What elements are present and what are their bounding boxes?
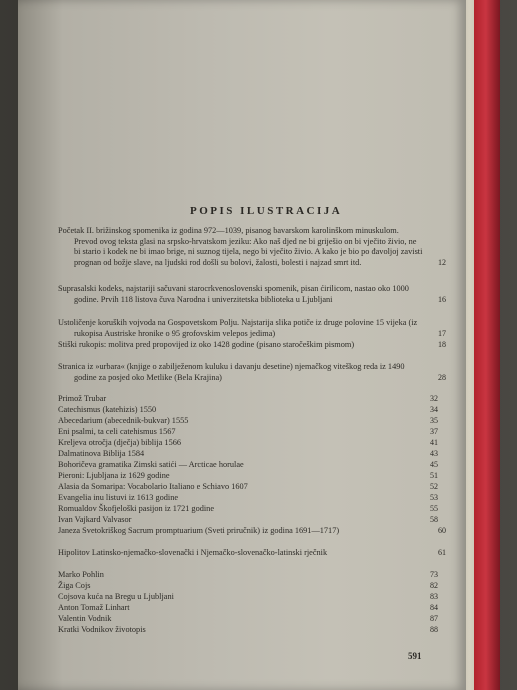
list-item: [58, 416, 438, 427]
entry-text: Ivan Vajkard Valvasor: [58, 515, 132, 524]
list-item: Hipolitov Latinsko-njemačko-slovenački i Njemačko-slovenačko-latinski rječnik 61: [58, 548, 454, 559]
entry-text: Dalmatinova Biblija 1584: [58, 449, 145, 458]
list-item: Stranica iz »urbara« (knjige o zabilježenom kuluku i davanju desetine) njemačkog viteškog reda iz 1490 godine za posjed oko Metlike (Bela Krajina) 28: [58, 362, 454, 383]
entry-page: 43: [430, 449, 438, 458]
entry-text: Alasia da Somaripa: Vocabolario Italiano e Schiavo 1607: [58, 482, 248, 491]
book-cover-red: [474, 0, 500, 690]
list-item: [58, 570, 438, 581]
list-item: [58, 449, 438, 460]
entry-text: Pieroni: Ljubljana iz 1629 godine: [58, 471, 170, 480]
entry-text: Janeza Svetokriškog Sacrum promptuarium (Sveti priručnik) iz godina 1691—1717): [58, 526, 340, 535]
page-heading: POPIS ILUSTRACIJA: [190, 205, 343, 217]
entry-page: 82: [430, 581, 438, 590]
entry-text: Hipolitov Latinsko-njemačko-slovenački i Njemačko-slovenačko-latinski rječnik: [58, 548, 328, 557]
list-item: [58, 405, 438, 416]
entry-page: 83: [430, 592, 438, 601]
list-item: [58, 471, 438, 482]
entry-text: Valentin Vodnik: [58, 614, 112, 623]
entry-page: 32: [430, 394, 438, 403]
list-item: [58, 515, 438, 526]
list-item: [58, 581, 438, 592]
entry-text: Žiga Cojs: [58, 581, 91, 590]
list-item: Stiški rukopis: molitva pred propovijed iz oko 1428 godine (pisano staročeškim pismom) 18: [58, 340, 454, 351]
entry-page: 73: [430, 570, 438, 579]
entry-text: Cojsova kuća na Bregu u Ljubljani: [58, 592, 174, 601]
entry-text: Stiški rukopis: molitva pred propovijed iz oko 1428 godine (pisano staročeškim pismom): [58, 340, 355, 349]
entry-text: Početak II. brižinskog spomenika iz godina 972—1039, pisanog bavarskom karolinškom minuskulom. Prevod ovog teksta glasi na srpsko-hrvatskom jeziku: Ako naš djed ne bi griješio on bi vječito živio, ne bi stario i kodek ne bi imao brige, ni suznog tijela, nego bi vječito živio. A kako je bio po đavoljoj zavisti prognan od božje slave, na ljudski rod došli su bolovi, žalosti, bolesti i najzad smrt itd.: [58, 226, 423, 267]
entry-text: Suprasalski kodeks, najstariji sačuvani starocrkvenoslovenski spomenik, pisan ćirilicom, nastao oko 1000 godine. Prvih 118 listova čuva Narodna i univerzitetska biblioteka u Ljubljani: [58, 284, 409, 304]
list-item: [58, 427, 438, 438]
entry-page: 34: [430, 405, 438, 414]
list-item: [58, 460, 438, 471]
entry-text: Eni psalmi, ta celi catehismus 1567: [58, 427, 176, 436]
entry-page: 52: [430, 482, 438, 491]
entry-text: Kratki Vodnikov životopis: [58, 625, 146, 634]
list-item: Janeza Svetokriškog Sacrum promptuarium (Sveti priručnik) iz godina 1691—1717) 60: [58, 526, 454, 537]
entry-page: 35: [430, 416, 438, 425]
entry-text: Krelјeva otročja (dječja) biblija 1566: [58, 438, 182, 447]
list-item: Ustoličenje koruških vojvoda na Gospovetskom Polju. Najstarija slika potiče iz druge polovine 15 vijeka (iz rukopisa Austriske hronike o 95 grofovskim velepos jedima) 17: [58, 318, 454, 339]
entry-page: 84: [430, 603, 438, 612]
list-item: [58, 482, 438, 493]
list-item: [58, 592, 438, 603]
entry-page: 58: [430, 515, 438, 524]
entry-text: Catechismus (katehizis) 1550: [58, 405, 157, 414]
entry-text: Marko Pohlin: [58, 570, 104, 579]
entry-text: Evangelia inu listuvi iz 1613 godine: [58, 493, 179, 502]
entry-text: Romualdov Škofjeloški pasijon iz 1721 godine: [58, 504, 215, 513]
list-item: [58, 493, 438, 504]
entry-text: Anton Tomaž Linhart: [58, 603, 130, 612]
list-item: [58, 603, 438, 614]
entry-text: Ustoličenje koruških vojvoda na Gospovetskom Polju. Najstarija slika potiče iz druge polovine 15 vijeka (iz rukopisa Austriske hronike o 95 grofovskim velepos jedima): [58, 318, 418, 338]
entry-text: Primož Trubar: [58, 394, 107, 403]
list-item: [58, 625, 438, 636]
entry-page: 41: [430, 438, 438, 447]
list-item: Početak II. brižinskog spomenika iz godina 972—1039, pisanog bavarskom karolinškom minuskulom. Prevod ovog teksta glasi na srpsko-hrvatskom jeziku: Ako naš djed ne bi griješio on bi vječito živio, ne bi stario i kodek ne bi imao brige, ni suznog tijela, nego bi vječito živio. A kako je bio po đavoljoj zavisti prognan od božje slave, na ljudski rod došli su bolovi, žalosti, bolesti i najzad smrt itd. 12: [58, 226, 454, 268]
entry-text: Abecedarium (abecednik-bukvar) 1555: [58, 416, 189, 425]
entry-page: 45: [430, 460, 438, 469]
list-item: Suprasalski kodeks, najstariji sačuvani starocrkvenoslovenski spomenik, pisan ćirilicom, nastao oko 1000 godine. Prvih 118 listova čuva Narodna i univerzitetska biblioteka u Ljubljani 16: [58, 284, 454, 305]
entry-page: 37: [430, 427, 438, 436]
list-item: [58, 504, 438, 515]
entry-page: 87: [430, 614, 438, 623]
entry-page: 51: [430, 471, 438, 480]
page-number: 591: [408, 651, 422, 661]
entry-text: Stranica iz »urbara« (knjige o zabilježenom kuluku i davanju desetine) njemačkog viteškog reda iz 1490 godine za posjed oko Metlike (Bela Krajina): [58, 362, 405, 382]
list-item: [58, 438, 438, 449]
list-item: [58, 394, 438, 405]
entry-page: 53: [430, 493, 438, 502]
entry-text: Bohoričeva gramatika Zimski satići — Arcticae horulae: [58, 460, 244, 469]
list-item: [58, 614, 438, 625]
entry-page: 88: [430, 625, 438, 634]
entry-page: 55: [430, 504, 438, 513]
